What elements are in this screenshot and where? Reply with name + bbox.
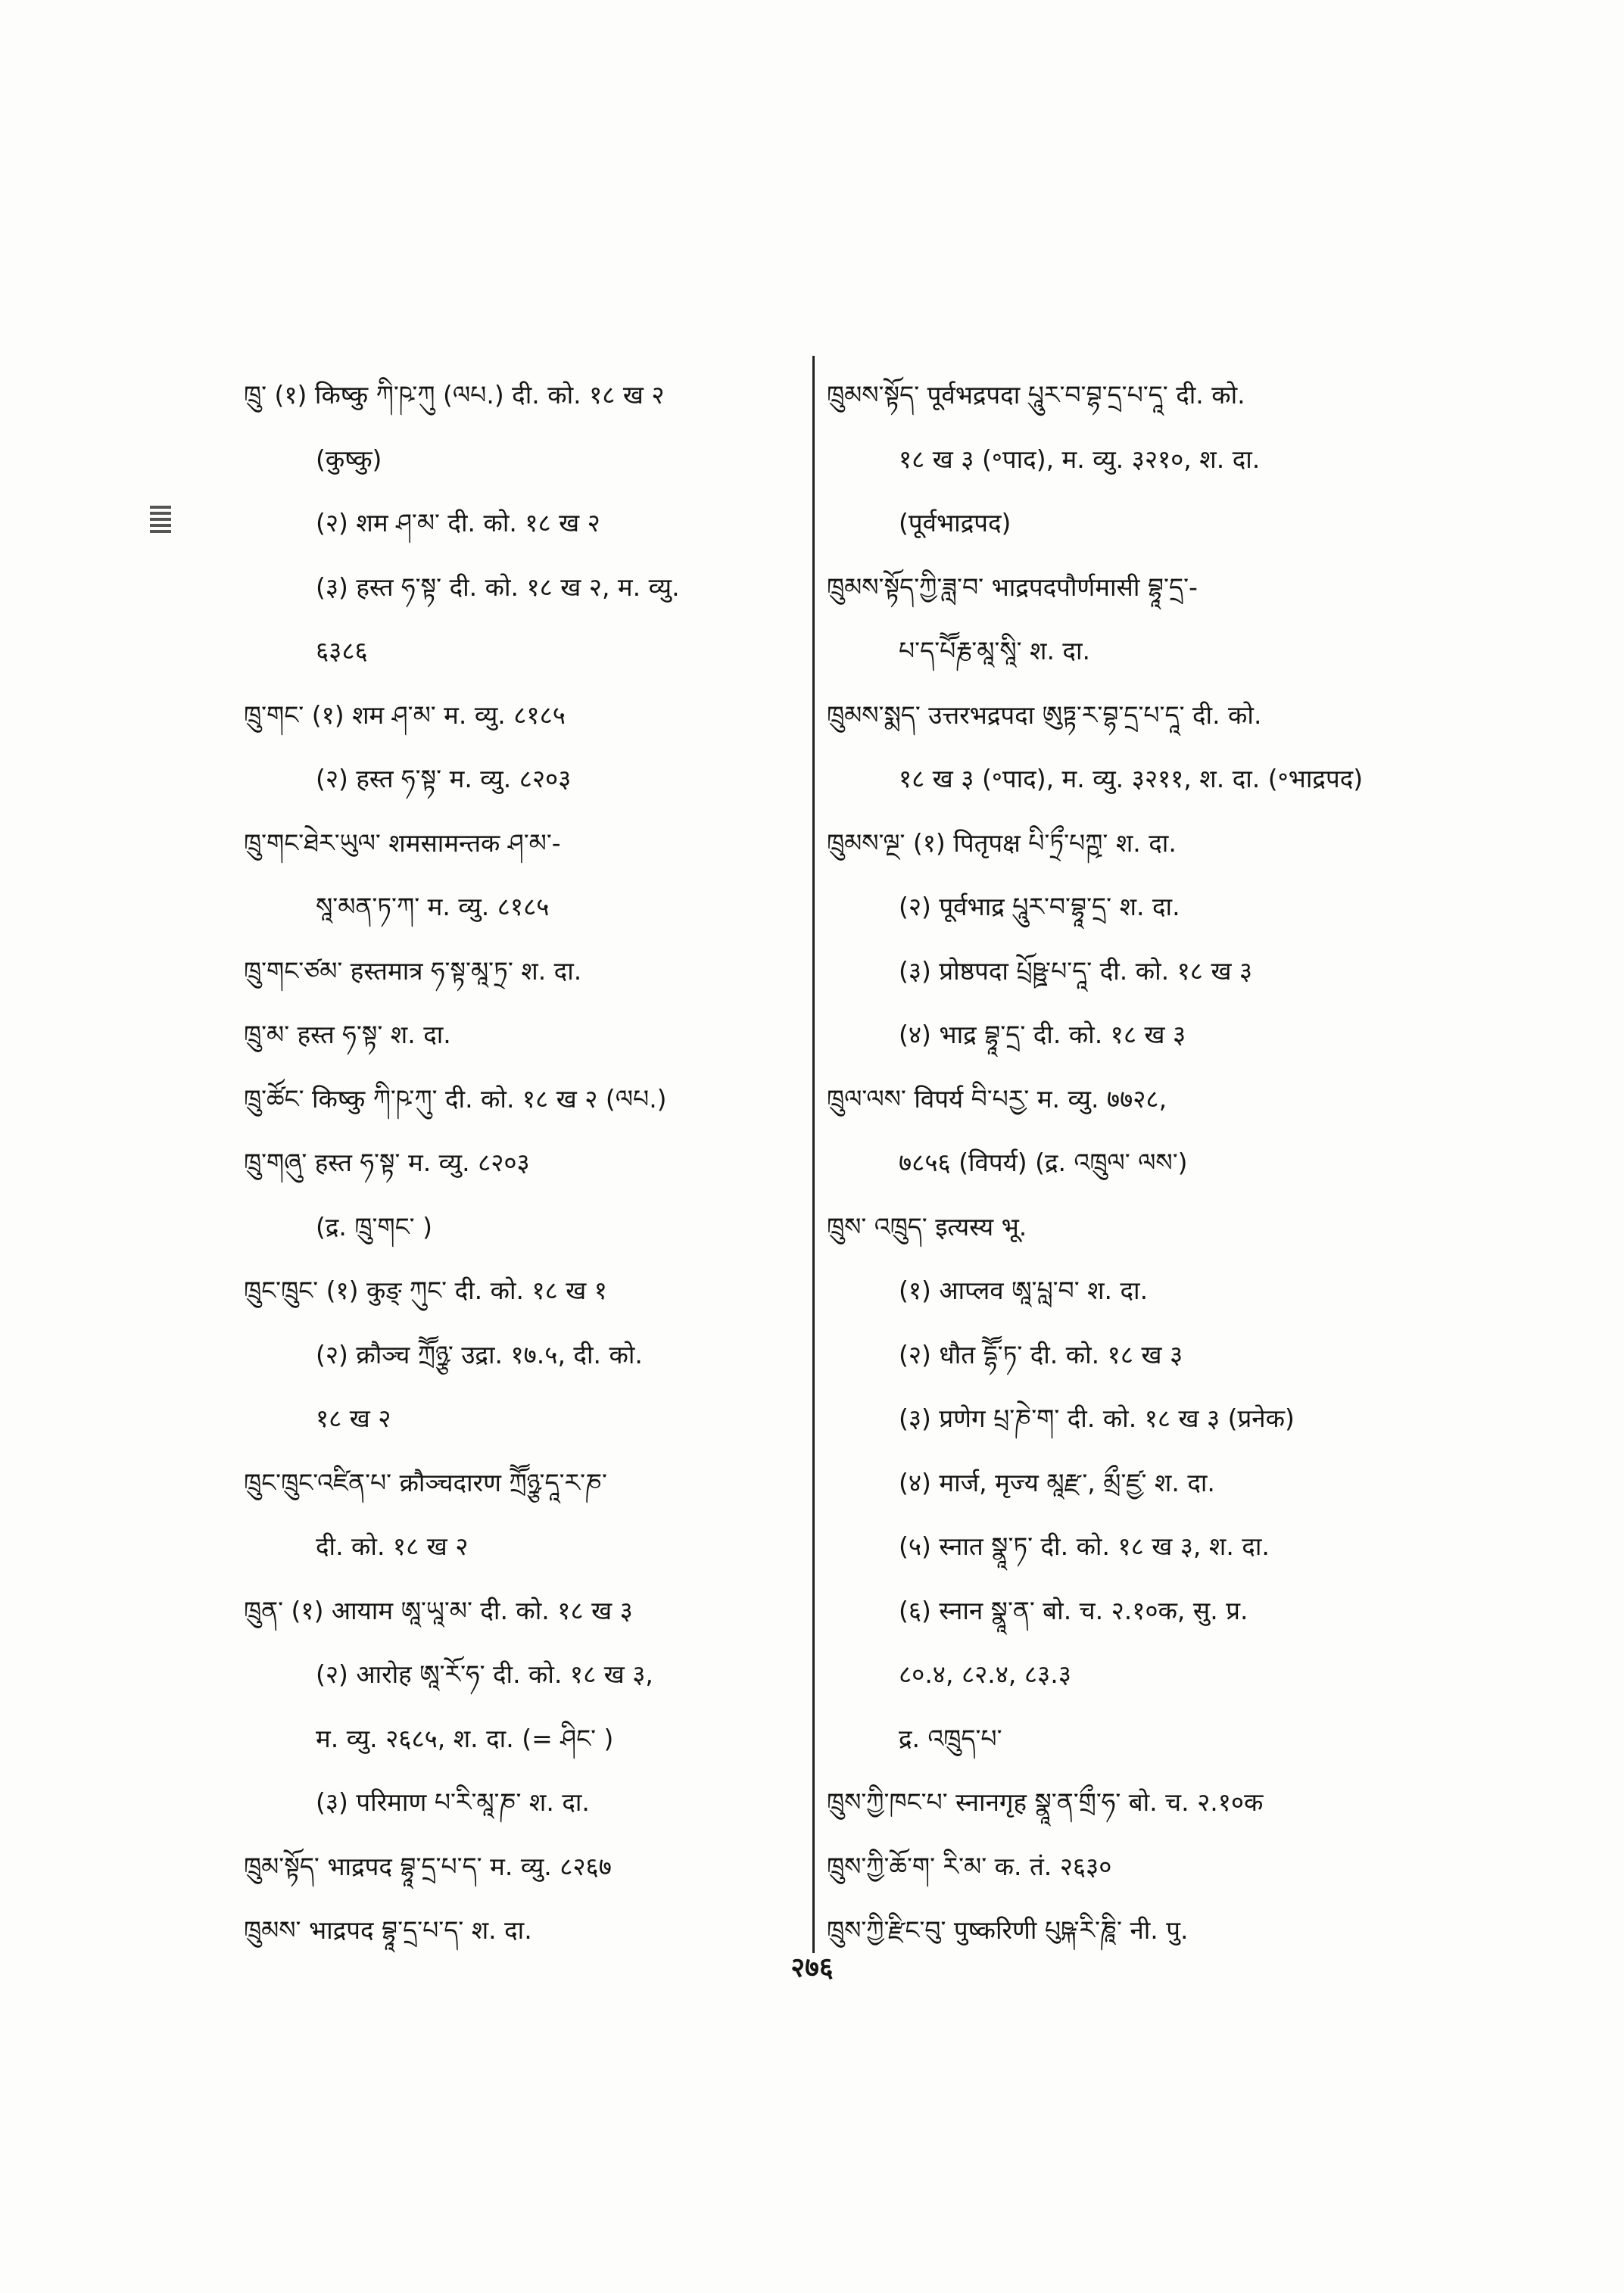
- dictionary-entry-continuation-line: (२) क्रौञ्च ཀྲཽཉྩ་ उद्रा. १७.५, दी. को.: [316, 1339, 643, 1369]
- dictionary-entry-continuation-line: (४) भाद्र བྷཱ་དྲ་ दी. को. १८ ख ३: [899, 1020, 1186, 1049]
- dictionary-entry-continuation-line: (२) आरोह ཨཱ་རོ་ཧ་ दी. को. १८ ख ३,: [316, 1659, 653, 1689]
- column-divider: [812, 356, 815, 1953]
- dictionary-entry-headword-line: ཁྲུ་ཚོང་ किष्कु ཀི་ཥ་ཀུ་ दी. को. १८ ख २ (ལཔ.): [244, 1083, 667, 1114]
- dictionary-entry-headword-line: ཁྲུམས་ལྔ་ (१) पितृपक्ष པི་ཏྲྀ་པཀྵ་ श. दा.: [827, 827, 1177, 858]
- dictionary-entry-headword-line: ཁྲུ་ (१) किष्कु ཀི་ཥ་ཀུ (ལཔ.) दी. को. १८ ख २: [244, 380, 665, 410]
- right-column: [827, 363, 1402, 1963]
- left-column: [244, 363, 800, 1963]
- dictionary-entry-continuation-line: म. व्यु. २६८५, श. दा. (= ཤིང་ ): [316, 1723, 614, 1753]
- dictionary-entry-continuation-line: १८ ख ३ (॰पाद), म. व्यु. ३२११, श. दा. (॰भाद्रपद): [899, 764, 1364, 793]
- dictionary-entry-headword-line: ཁྲུས་ཀྱི་རྫིང་བུ་ पुष्करिणी པུཥྐ་རི་ཎཱི་ नी. पु.: [827, 1915, 1189, 1945]
- dictionary-entry-continuation-line: (२) हस्त ཧ་སྟ་ म. व्यु. ८२०३: [316, 764, 572, 793]
- dictionary-entry-continuation-line: (३) प्रोष्ठपदा པྲོཥྛ་པ་དཱ་ दी. को. १८ ख ३: [899, 955, 1253, 986]
- dictionary-entry-continuation-line: दी. को. १८ ख २: [316, 1531, 469, 1561]
- dictionary-entry-continuation-line: (३) प्रणेग པྲ་ཎེ་ག་ दी. को. १८ ख ३ (प्रनेक): [899, 1404, 1295, 1433]
- dictionary-entry-continuation-line: (पूर्वभाद्रपद): [899, 508, 1011, 537]
- dictionary-entry-continuation-line: (६) स्नान སྣཱ་ན་ बो. च. २.१०क, सु. प्र.: [899, 1595, 1248, 1625]
- scan-margin-mark: [150, 506, 171, 536]
- dictionary-entry-continuation-line: (कुष्कु): [316, 444, 382, 474]
- dictionary-entry-continuation-line: (२) शम ཤ་མ་ दी. को. १८ ख २: [316, 508, 600, 537]
- dictionary-entry-continuation-line: १८ ख ३ (॰पाद), म. व्यु. ३२१०, श. दा.: [899, 444, 1261, 474]
- dictionary-entry-continuation-line: སཱ་མན་ཏ་ཀ་ म. व्यु. ८१८५: [316, 892, 550, 921]
- dictionary-entry-continuation-line: ८०.४, ८२.४, ८३.३: [899, 1659, 1071, 1689]
- dictionary-entry-continuation-line: པ་ད་པཽརྞ་མཱ་སཱི་ श. दा.: [899, 636, 1090, 665]
- dictionary-entry-continuation-line: ६३८६: [316, 636, 368, 665]
- dictionary-entry-headword-line: ཁྲུང་ཁྲུང་ (१) कुङ् ཀུང་ दी. को. १८ ख १: [244, 1276, 607, 1305]
- dictionary-entry-headword-line: ཁྲུས་ཀྱི་ཆོ་ག་ རི་མ་ क. तं. २६३०: [827, 1851, 1112, 1881]
- dictionary-entry-headword-line: ཁྲུམས་ भाद्रपद བྷཱ་དྲ་པ་ད་ श. दा.: [244, 1915, 532, 1945]
- dictionary-entry-headword-line: ཁྲུ་གང་ཙམ་ हस्तमात्र ཧ་སྟ་མཱ་ཏྲ་ श. दा.: [244, 955, 582, 986]
- dictionary-entry-continuation-line: ७८५६ (विपर्य) (द्र. འཁྲུལ་ ལས་): [899, 1148, 1188, 1177]
- dictionary-entry-continuation-line: द्र. འཁྲུད་པ་: [899, 1723, 1002, 1753]
- dictionary-entry-headword-line: ཁྲུམ་སྟོད་ भाद्रपद བྷཱ་དྲ་པ་ད་ म. व्यु. ८२६७: [244, 1851, 612, 1881]
- dictionary-entry-continuation-line: (द्र. ཁྲུ་གང་ ): [316, 1211, 432, 1242]
- dictionary-entry-headword-line: ཁྲུས་ འཁྲུད་ इत्यस्य भू.: [827, 1211, 1027, 1242]
- dictionary-entry-continuation-line: (१) आप्लव ཨཱ་པླ་བ་ श. दा.: [899, 1276, 1149, 1305]
- dictionary-entry-headword-line: ཁྲུ་མ་ हस्त ཧ་སྟ་ श. दा.: [244, 1020, 451, 1049]
- dictionary-entry-continuation-line: (४) मार्ज, मृज्य མཱརྫ་, མྲྀ་ཛྱ་ श. दा.: [899, 1467, 1215, 1497]
- dictionary-entry-continuation-line: (२) धौत དྷཽ་ཏ་ दी. को. १८ ख ३: [899, 1339, 1183, 1369]
- page-number: २७६: [790, 1952, 834, 1983]
- dictionary-entry-headword-line: ཁྲུ་གང་ (१) शम ཤ་མ་ म. व्यु. ८१८५: [244, 699, 566, 730]
- dictionary-entry-continuation-line: (५) स्नात སྣཱ་ཏ་ दी. को. १८ ख ३, श. दा.: [899, 1531, 1270, 1561]
- dictionary-entry-continuation-line: (३) परिमाण པ་རི་མཱ་ཎ་ श. दा.: [316, 1787, 590, 1817]
- dictionary-entry-headword-line: ཁྲུ་གཞུ་ हस्त ཧ་སྟ་ म. व्यु. ८२०३: [244, 1148, 530, 1177]
- dictionary-entry-headword-line: ཁྲུམས་སྟོད་ཀྱི་ཟླ་བ་ भाद्रपदपौर्णमासी བྷཱ་དྲ་-: [827, 572, 1198, 602]
- dictionary-entry-continuation-line: १८ ख २: [316, 1404, 391, 1433]
- dictionary-entry-continuation-line: (२) पूर्वभाद्र པཱུར་བ་བྷཱ་དྲ་ श. दा.: [899, 892, 1180, 921]
- dictionary-entry-headword-line: ཁྲུལ་ལས་ विपर्य བི་པརྱ་ म. व्यु. ७७२८,: [827, 1083, 1167, 1114]
- dictionary-entry-headword-line: ཁྲུམས་སྨད་ उत्तरभद्रपदा ཨུཏྟ་ར་བྷ་དྲ་པ་དཱ་ दी. को.: [827, 699, 1262, 730]
- dictionary-entry-continuation-line: (३) हस्त ཧ་སྟ་ दी. को. १८ ख २, म. व्यु.: [316, 572, 680, 602]
- dictionary-entry-headword-line: ཁྲུས་ཀྱི་ཁང་པ་ स्नानगृह སྣཱ་ན་གྲྀ་ཧ་ बो. च. २.१०क: [827, 1787, 1264, 1817]
- dictionary-entry-headword-line: ཁྲུང་ཁྲུང་འཛིན་པ་ क्रौञ्चदारण ཀྲཽཉྩ་དཱ་ར་ཎ་: [244, 1467, 607, 1497]
- dictionary-entry-headword-line: ཁྲུམས་སྟོད་ पूर्वभद्रपदा པཱུར་བ་བྷ་དྲ་པ་དཱ་ दी. को.: [827, 380, 1245, 410]
- dictionary-entry-headword-line: ཁྲུན་ (१) आयाम ཨཱ་ཡཱ་མ་ दी. को. १८ ख ३: [244, 1595, 633, 1625]
- dictionary-entry-headword-line: ཁྲུ་གང་ཐེར་ཡུལ་ शमसामन्तक ཤ་མ་-: [244, 827, 561, 858]
